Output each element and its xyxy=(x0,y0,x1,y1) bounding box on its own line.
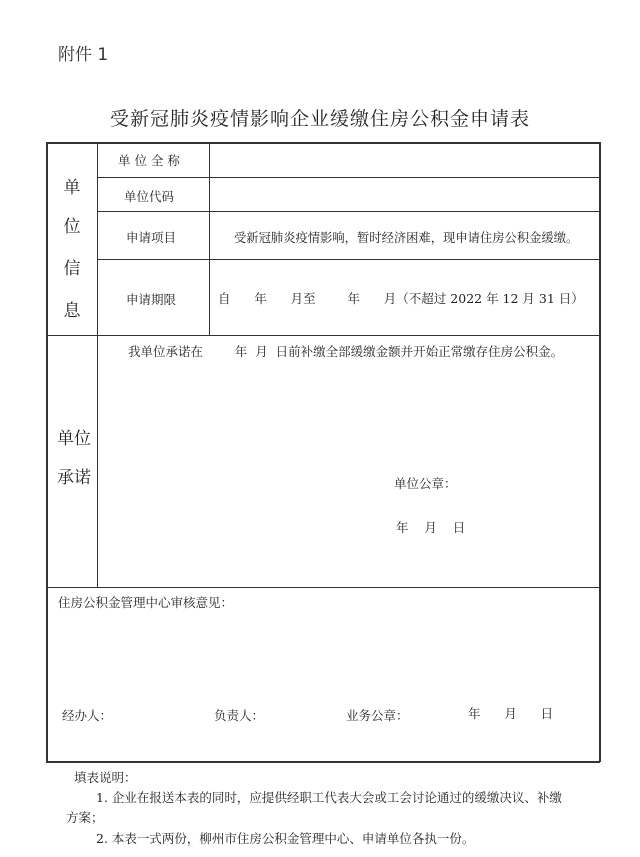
responsible-label: 负责人： xyxy=(214,708,265,723)
section-char: 息 xyxy=(63,301,81,321)
handler-label: 经办人： xyxy=(62,708,113,723)
commitment-text: 我单位承诺在 年 月 日前补缴全部缓缴金额并开始正常缴存住房公积金。 xyxy=(128,344,564,359)
note-item: 方案； xyxy=(66,810,104,825)
section-char: 信 xyxy=(63,259,81,279)
note-item: 2. 本表一式两份，柳州市住房公积金管理中心、申请单位各执一份。 xyxy=(96,831,475,846)
apply-period-value: 自 年 月至 年 月（不超过 2022 年 12 月 31 日） xyxy=(218,291,584,306)
notes-heading: 填表说明： xyxy=(74,770,137,785)
apply-period-label: 申请期限 xyxy=(126,292,177,307)
section-char: 位 xyxy=(63,217,81,237)
business-seal-label: 业务公章： xyxy=(346,708,409,723)
apply-item-value: 受新冠肺炎疫情影响，暂时经济困难，现申请住房公积金缓缴。 xyxy=(234,231,579,245)
note-item: 1. 企业在报送本表的同时，应提供经职工代表大会或工会讨论通过的缓缴决议、补缴 xyxy=(96,790,562,805)
review-date: 年 月 日 xyxy=(468,706,554,721)
commitment-label-line1: 单位 xyxy=(57,429,91,449)
unit-seal-label: 单位公章： xyxy=(394,476,457,491)
form-title: 受新冠肺炎疫情影响企业缓缴住房公积金申请表 xyxy=(109,108,530,130)
review-heading: 住房公积金管理中心审核意见： xyxy=(58,595,234,610)
unit-code-label: 单位代码 xyxy=(124,189,175,204)
apply-item-label: 申请项目 xyxy=(126,230,177,245)
commitment-label-line2: 承诺 xyxy=(57,468,91,488)
attachment-label: 附件 1 xyxy=(58,45,109,65)
unit-name-label: 单 位 全 称 xyxy=(118,153,180,168)
section-char: 单 xyxy=(63,178,81,198)
commitment-date: 年 月 日 xyxy=(396,520,466,535)
